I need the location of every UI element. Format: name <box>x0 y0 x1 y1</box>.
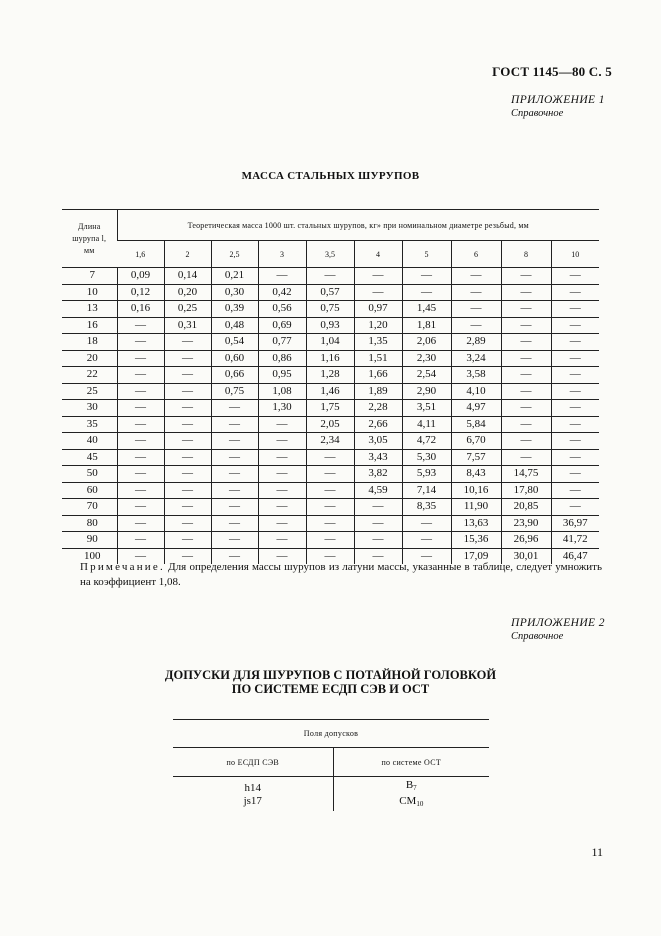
mass-cell: 8,43 <box>451 466 501 483</box>
mass-cell: — <box>501 416 551 433</box>
mass-cell: 0,77 <box>258 334 306 351</box>
document-header: ГОСТ 1145—80 С. 5 <box>492 64 612 79</box>
mass-cell: 0,16 <box>117 301 164 318</box>
mass-cell: — <box>117 317 164 334</box>
mass-cell: — <box>117 416 164 433</box>
length-cell: 30 <box>62 400 117 417</box>
mass-cell: — <box>258 416 306 433</box>
mass-cell: 10,16 <box>451 482 501 499</box>
mass-cell: 0,56 <box>258 301 306 318</box>
mass-cell: — <box>306 548 354 564</box>
mass-cell: 0,31 <box>164 317 211 334</box>
mass-cell: 15,36 <box>451 532 501 549</box>
mass-cell: — <box>164 515 211 532</box>
length-cell: 10 <box>62 284 117 301</box>
mass-cell: — <box>211 482 258 499</box>
appendix-2-type: Справочное <box>511 631 564 642</box>
mass-cell: 1,30 <box>258 400 306 417</box>
table-row <box>62 268 599 285</box>
mass-cell: — <box>402 268 451 285</box>
table-row <box>62 383 599 400</box>
table-row <box>62 301 599 318</box>
mass-cell: 1,45 <box>402 301 451 318</box>
mass-cell: 4,72 <box>402 433 451 450</box>
mass-cell: 5,93 <box>402 466 451 483</box>
diameter-header: 2 <box>164 241 211 268</box>
mass-cell: — <box>117 400 164 417</box>
mass-cell: — <box>402 515 451 532</box>
mass-cell: — <box>164 367 211 384</box>
mass-cell: 0,97 <box>354 301 402 318</box>
mass-cell: — <box>402 532 451 549</box>
appendix-2-title: ПРИЛОЖЕНИЕ 2 <box>511 617 605 629</box>
mass-cell: — <box>551 350 599 367</box>
mass-cell: — <box>164 334 211 351</box>
mass-cell: 46,47 <box>551 548 599 564</box>
appendix-1-title: ПРИЛОЖЕНИЕ 1 <box>511 94 605 106</box>
tolerance-title <box>0 668 661 696</box>
appendix-1-type: Справочное <box>511 108 564 119</box>
table-row <box>62 284 599 301</box>
mass-cell: — <box>164 499 211 516</box>
mass-cell: 2,66 <box>354 416 402 433</box>
length-cell: 35 <box>62 416 117 433</box>
mass-cell: 2,05 <box>306 416 354 433</box>
mass-table <box>62 209 599 564</box>
mass-cell: 1,51 <box>354 350 402 367</box>
mass-cell: 4,10 <box>451 383 501 400</box>
mass-cell: — <box>211 548 258 564</box>
diameter-header: 10 <box>551 241 599 268</box>
mass-cell: 1,46 <box>306 383 354 400</box>
diameter-header: 3 <box>258 241 306 268</box>
table-row <box>62 449 599 466</box>
diameter-header: 1,6 <box>117 241 164 268</box>
mass-cell: 0,21 <box>211 268 258 285</box>
mass-cell: 36,97 <box>551 515 599 532</box>
table-row <box>62 532 599 549</box>
mass-cell: 0,60 <box>211 350 258 367</box>
ost-values: $В_7$ $СМ_{10}$ <box>333 777 489 812</box>
mass-cell: — <box>258 449 306 466</box>
length-cell: 18 <box>62 334 117 351</box>
mass-cell: 2,89 <box>451 334 501 351</box>
mass-cell: — <box>258 268 306 285</box>
mass-cell: 17,80 <box>501 482 551 499</box>
mass-cell: 0,86 <box>258 350 306 367</box>
mass-cell: — <box>211 466 258 483</box>
mass-cell: — <box>164 449 211 466</box>
table-row <box>62 482 599 499</box>
mass-cell: 30,01 <box>501 548 551 564</box>
mass-cell: — <box>551 499 599 516</box>
length-column-header: Длина шурупа l, мм <box>62 210 117 268</box>
mass-cell: — <box>551 284 599 301</box>
mass-cell: 8,35 <box>402 499 451 516</box>
mass-cell: — <box>306 499 354 516</box>
mass-cell: 2,06 <box>402 334 451 351</box>
table-row <box>62 317 599 334</box>
mass-cell: 7,14 <box>402 482 451 499</box>
mass-cell: — <box>164 433 211 450</box>
mass-cell: 0,25 <box>164 301 211 318</box>
length-cell: 45 <box>62 449 117 466</box>
mass-cell: — <box>117 548 164 564</box>
mass-cell: — <box>354 548 402 564</box>
length-cell: 13 <box>62 301 117 318</box>
mass-cell: 0,42 <box>258 284 306 301</box>
tolerance-group-header: Поля допусков <box>173 720 489 748</box>
mass-cell: 1,16 <box>306 350 354 367</box>
table-row <box>62 433 599 450</box>
mass-cell: 4,59 <box>354 482 402 499</box>
mass-cell: — <box>164 548 211 564</box>
mass-cell: — <box>258 548 306 564</box>
mass-cell: — <box>551 433 599 450</box>
mass-cell: 0,14 <box>164 268 211 285</box>
mass-cell: — <box>258 499 306 516</box>
mass-cell: — <box>551 416 599 433</box>
table-row <box>62 334 599 351</box>
mass-cell: — <box>551 400 599 417</box>
mass-cell: — <box>354 268 402 285</box>
mass-cell: — <box>117 499 164 516</box>
mass-cell: — <box>164 350 211 367</box>
length-cell: 20 <box>62 350 117 367</box>
mass-cell: — <box>501 284 551 301</box>
mass-cell: 0,93 <box>306 317 354 334</box>
mass-cell: — <box>258 482 306 499</box>
mass-cell: — <box>551 301 599 318</box>
mass-cell: — <box>451 268 501 285</box>
mass-cell: — <box>117 433 164 450</box>
mass-cell: — <box>164 383 211 400</box>
mass-cell: — <box>306 515 354 532</box>
mass-cell: — <box>402 284 451 301</box>
mass-cell: — <box>551 449 599 466</box>
mass-cell: — <box>258 532 306 549</box>
length-cell: 90 <box>62 532 117 549</box>
mass-cell: — <box>402 548 451 564</box>
mass-cell: 5,84 <box>451 416 501 433</box>
mass-cell: — <box>117 532 164 549</box>
esdp-column-header: по ЕСДП СЭВ <box>173 748 333 777</box>
mass-cell: 3,43 <box>354 449 402 466</box>
diameter-header: 4 <box>354 241 402 268</box>
mass-cell: — <box>501 334 551 351</box>
mass-cell: 2,30 <box>402 350 451 367</box>
mass-cell: — <box>211 433 258 450</box>
mass-cell: — <box>117 466 164 483</box>
mass-group-header: Теоретическая масса 1000 шт. стальных шурупов, кг» при номинальном диаметре резьбыd, мм <box>117 210 599 241</box>
diameter-header: 3,5 <box>306 241 354 268</box>
mass-cell: 14,75 <box>501 466 551 483</box>
mass-cell: — <box>117 367 164 384</box>
mass-cell: 3,51 <box>402 400 451 417</box>
mass-cell: 23,90 <box>501 515 551 532</box>
mass-cell: — <box>354 515 402 532</box>
tolerance-title-line-2: ПО СИСТЕМЕ ЕСДП СЭВ И ОСТ <box>231 682 430 696</box>
mass-cell: — <box>354 284 402 301</box>
table-row <box>62 400 599 417</box>
mass-cell: 3,24 <box>451 350 501 367</box>
diameter-header: 2,5 <box>211 241 258 268</box>
page-number: 11 <box>591 845 603 859</box>
mass-cell: — <box>117 350 164 367</box>
mass-cell: — <box>117 383 164 400</box>
mass-cell: — <box>117 334 164 351</box>
mass-cell: — <box>451 301 501 318</box>
mass-cell: 17,09 <box>451 548 501 564</box>
table-row <box>62 367 599 384</box>
mass-cell: 3,05 <box>354 433 402 450</box>
mass-cell: — <box>258 515 306 532</box>
mass-cell: — <box>501 301 551 318</box>
mass-cell: — <box>551 268 599 285</box>
length-cell: 100 <box>84 549 101 562</box>
mass-cell: — <box>501 350 551 367</box>
length-cell: 7 <box>62 268 117 285</box>
length-cell: 40 <box>62 433 117 450</box>
table-row <box>62 416 599 433</box>
mass-cell: 6,70 <box>451 433 501 450</box>
mass-cell: 0,20 <box>164 284 211 301</box>
mass-cell: 0,75 <box>211 383 258 400</box>
mass-table-title: МАССА СТАЛЬНЫХ ШУРУПОВ <box>241 170 420 182</box>
mass-cell: — <box>258 466 306 483</box>
mass-cell: 0,12 <box>117 284 164 301</box>
tolerance-table <box>173 719 489 811</box>
table-row <box>62 350 599 367</box>
mass-cell: — <box>306 482 354 499</box>
mass-cell: 1,28 <box>306 367 354 384</box>
mass-cell: 1,35 <box>354 334 402 351</box>
mass-cell: 1,04 <box>306 334 354 351</box>
mass-cell: 0,54 <box>211 334 258 351</box>
ost-column-header: по системе ОСТ <box>333 748 489 777</box>
diameter-header: 6 <box>451 241 501 268</box>
length-cell: 60 <box>62 482 117 499</box>
mass-cell: 0,69 <box>258 317 306 334</box>
note-text: Для определения массы шурупов из латуни массы, указанные в таблице, следует умножить на коэффициент 1,08. <box>80 561 602 588</box>
mass-table-body <box>62 268 599 565</box>
mass-cell: — <box>451 284 501 301</box>
mass-cell: — <box>211 400 258 417</box>
tolerance-title-line-1: ДОПУСКИ ДЛЯ ШУРУПОВ С ПОТАЙНОЙ ГОЛОВКОЙ <box>164 668 497 682</box>
mass-cell: 11,90 <box>451 499 501 516</box>
mass-cell: — <box>551 482 599 499</box>
mass-cell: — <box>551 367 599 384</box>
mass-cell: — <box>306 466 354 483</box>
mass-cell: 0,09 <box>117 268 164 285</box>
mass-cell: — <box>211 532 258 549</box>
diameter-header: 5 <box>402 241 451 268</box>
mass-cell: — <box>306 268 354 285</box>
mass-cell: — <box>164 466 211 483</box>
mass-cell: 0,48 <box>211 317 258 334</box>
table-row <box>62 466 599 483</box>
mass-cell: 0,57 <box>306 284 354 301</box>
mass-cell: — <box>117 449 164 466</box>
mass-cell: 1,81 <box>402 317 451 334</box>
mass-cell: 1,89 <box>354 383 402 400</box>
mass-cell: 26,96 <box>501 532 551 549</box>
mass-cell: — <box>551 317 599 334</box>
mass-cell: — <box>211 449 258 466</box>
diameter-header-row <box>62 241 599 268</box>
appendix-1-label <box>511 94 641 120</box>
mass-cell: — <box>501 449 551 466</box>
length-cell: 22 <box>62 367 117 384</box>
mass-cell: — <box>501 383 551 400</box>
mass-cell: — <box>501 433 551 450</box>
mass-cell: — <box>211 416 258 433</box>
mass-cell: — <box>117 482 164 499</box>
mass-cell: 3,58 <box>451 367 501 384</box>
mass-cell: — <box>164 532 211 549</box>
mass-cell: 5,30 <box>402 449 451 466</box>
mass-cell: 2,54 <box>402 367 451 384</box>
length-cell: 50 <box>62 466 117 483</box>
length-cell: 25 <box>62 383 117 400</box>
mass-cell: — <box>501 367 551 384</box>
mass-cell: — <box>164 400 211 417</box>
mass-cell: 1,75 <box>306 400 354 417</box>
mass-cell: — <box>354 499 402 516</box>
mass-cell: 4,97 <box>451 400 501 417</box>
table-row <box>62 499 599 516</box>
appendix-2-label <box>511 617 641 643</box>
mass-cell: — <box>501 268 551 285</box>
mass-cell: — <box>551 383 599 400</box>
mass-cell: 2,90 <box>402 383 451 400</box>
mass-cell: 2,34 <box>306 433 354 450</box>
esdp-values: h14 js17 <box>243 782 262 807</box>
mass-cell: 13,63 <box>451 515 501 532</box>
mass-cell: — <box>164 416 211 433</box>
mass-cell: 4,11 <box>402 416 451 433</box>
mass-cell: — <box>306 532 354 549</box>
mass-cell: 7,57 <box>451 449 501 466</box>
mass-cell: 1,20 <box>354 317 402 334</box>
length-cell: 70 <box>62 499 117 516</box>
length-cell: 16 <box>62 317 117 334</box>
mass-cell: 0,75 <box>306 301 354 318</box>
mass-cell: 0,95 <box>258 367 306 384</box>
mass-cell: — <box>501 317 551 334</box>
mass-cell: 20,85 <box>501 499 551 516</box>
mass-cell: — <box>164 482 211 499</box>
mass-cell: 3,82 <box>354 466 402 483</box>
table-row <box>62 515 599 532</box>
mass-cell: — <box>451 317 501 334</box>
mass-cell: 0,39 <box>211 301 258 318</box>
mass-cell: — <box>551 466 599 483</box>
mass-cell: 0,30 <box>211 284 258 301</box>
mass-cell: 1,66 <box>354 367 402 384</box>
note-label: Примечание. <box>80 561 165 573</box>
mass-cell: 41,72 <box>551 532 599 549</box>
mass-cell: — <box>258 433 306 450</box>
table-note <box>80 560 602 590</box>
mass-cell: — <box>354 532 402 549</box>
mass-cell: — <box>211 515 258 532</box>
mass-cell: — <box>306 449 354 466</box>
mass-cell: — <box>551 334 599 351</box>
mass-cell: — <box>501 400 551 417</box>
mass-cell: — <box>117 515 164 532</box>
mass-cell: — <box>211 499 258 516</box>
diameter-header: 8 <box>501 241 551 268</box>
length-cell: 80 <box>62 515 117 532</box>
mass-cell: 1,08 <box>258 383 306 400</box>
mass-cell: 2,28 <box>354 400 402 417</box>
mass-cell: 0,66 <box>211 367 258 384</box>
